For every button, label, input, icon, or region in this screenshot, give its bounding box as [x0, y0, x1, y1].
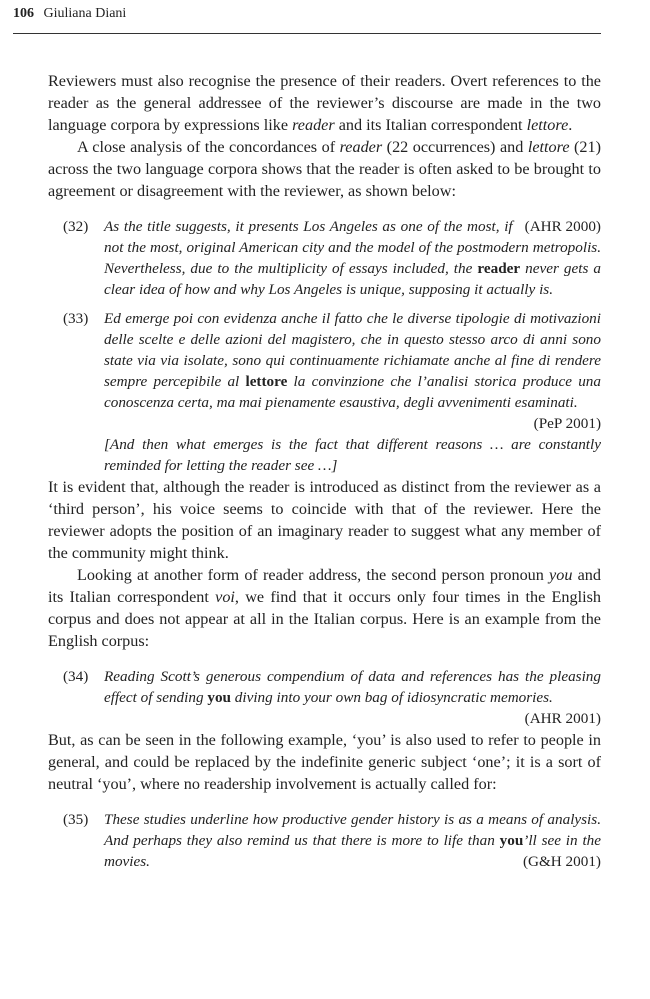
text-run: Reviewers must also recognise the presence of their readers. Overt references to the reader as the general addressee of the reviewer’s discourse are made in the two language corpora by expressions like	[48, 72, 601, 134]
example-number: (34)	[63, 668, 89, 685]
italic-term: reader	[292, 116, 335, 134]
body-text	[48, 70, 601, 872]
example-translation: [And then what emerges is the fact that different reasons … are constantly reminded for letting the reader see …]	[104, 436, 601, 474]
emphasis-term: you	[499, 832, 524, 849]
italic-term: lettore	[527, 138, 570, 156]
text-run: But, as can be seen in the following example, ‘you’ is also used to refer to people in general, and could be replaced by the indefinite generic subject ‘one’; it is a sort of neutral ‘you’, where no readership involvement is actually called for:	[48, 731, 601, 793]
example-number: (33)	[63, 310, 89, 327]
paragraph	[48, 70, 601, 136]
example-text	[104, 666, 601, 708]
text-run: , we find that it occurs only four times in the English corpus and does not appear at all in the Italian corpus. Here is an example from the English corpus:	[48, 588, 601, 650]
example-number: (32)	[63, 218, 89, 235]
text-run: and its Italian correspondent	[48, 566, 601, 606]
text-run: ’ll see in the movies.	[104, 832, 601, 870]
example-number: (35)	[63, 811, 89, 828]
text-run: A close analysis of the concordances of	[77, 138, 340, 156]
emphasis-term: you	[207, 689, 231, 706]
example-source: (AHR 2000)	[524, 218, 601, 235]
text-run: .	[568, 116, 573, 134]
running-head-author: Giuliana Diani	[43, 6, 127, 21]
text-run: It is evident that, although the reader is introduced as distinct from the reviewer as a ‘third person’, his voice seems to coincide with that of the reviewer. Here the reviewer adopts the position of an imaginary reader to suggest what any member of the community might think.	[48, 478, 601, 562]
text-run: Looking at another form of reader address, the second person pronoun	[77, 566, 550, 584]
text-run: never gets a clear idea of how and why Los Angeles is unique, supposing it actually is.	[104, 260, 601, 298]
italic-term: reader	[339, 138, 383, 156]
emphasis-term: reader	[477, 260, 521, 277]
text-run: These studies underline how productive gender history is as a means of analysis. And perhaps they also remind us that there is more to life than	[104, 811, 601, 849]
text-run: As the title suggests, it presents Los Angeles as one of the most, if not the most, original American city and the model of the postmodern metropolis. Nevertheless, due to the multiplicity of essays included, the	[104, 218, 601, 277]
text-run: Ed emerge poi con evidenza anche il fatto che le diverse tipologie di motivazioni delle scelte e delle azioni del magistero, che in questo stesso arco di anni sono state via via isolate, sono qui continuamente richiamate anche al fine di rendere sempre percepibile al	[104, 310, 601, 390]
italic-term: lettore	[526, 116, 569, 134]
example-text	[104, 216, 601, 300]
example-source: (G&H 2001)	[522, 853, 601, 870]
paragraph	[48, 136, 601, 202]
example-35	[48, 809, 601, 872]
example-source: (PeP 2001)	[533, 415, 601, 432]
paragraph	[48, 564, 601, 652]
italic-term: you	[549, 566, 573, 584]
text-run: Reading Scott’s generous compendium of data and references has the pleasing effect of sending	[104, 668, 601, 706]
text-run: diving into your own bag of idiosyncratic memories.	[230, 689, 553, 706]
example-text	[104, 308, 601, 413]
text-run: and its Italian correspondent	[334, 116, 527, 134]
running-header	[13, 6, 601, 34]
text-run: (21) across the two language corpora shows that the reader is often asked to be brought to agreement or disagreement with the reviewer, as shown below:	[48, 138, 601, 200]
example-source: (AHR 2001)	[524, 710, 601, 727]
example-32	[48, 216, 601, 300]
italic-term: voi	[215, 588, 235, 606]
text-run: la convinzione che l’analisi storica produce una conoscenza certa, ma mai pienamente esaustiva, degli avvenimenti esaminati.	[104, 373, 601, 411]
emphasis-term: lettore	[245, 373, 288, 390]
paragraph	[48, 476, 601, 564]
example-text	[104, 809, 601, 872]
page-number: 106	[13, 6, 34, 21]
example-33	[48, 308, 601, 476]
example-34	[48, 666, 601, 729]
paragraph	[48, 729, 601, 795]
text-run: (22 occurrences) and	[382, 138, 528, 156]
